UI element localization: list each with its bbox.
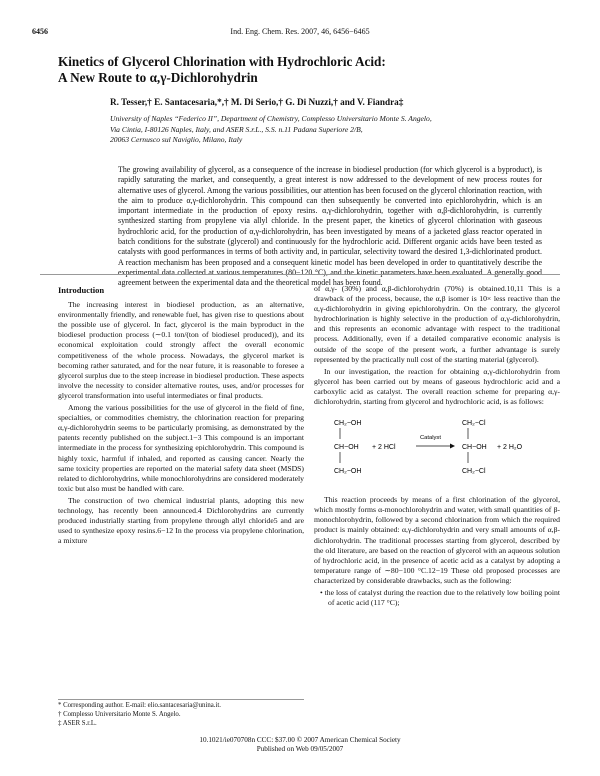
right-column [314,284,560,609]
bullet-item: • the loss of catalyst during the reaction due to the relatively low boiling point of acetic acid (117 °C); [320,587,560,608]
affiliation [110,114,530,146]
affiliation-line: Via Cintia, I-80126 Naples, Italy, and ASER S.r.L., S.S. n.11 Padana Superiore 2/B, [110,124,363,134]
reaction-scheme [314,413,560,489]
footnotes [58,699,304,728]
journal-citation: Ind. Eng. Chem. Res. 2007, 46, 6456−6465 [230,27,370,36]
hcl-reagent: + 2 HCl [372,444,396,452]
affiliation-line: University of Naples “Federico II”, Department of Chemistry, Complesso Universitario Monte S. Angelo, [110,114,432,123]
doi-line: 10.1021/ie070708n CCC: $37.00 © 2007 American Chemical Society [199,736,401,744]
section-heading: Introduction [58,285,105,295]
product-choh: CH−OH [462,444,487,452]
glycerol-ch2oh-top: CH₂−OH [334,420,362,428]
body-paragraph: The increasing interest in biodiesel production, as an alternative, environmentally friendly, and renewable fuel, has given rise to questions about the possible use of glycerol. In fact, glycerol is the main byproduct in the biodiesel production process (∼0.1 ton/(ton of biodiesel produced)), and its economical exploitation could strongly affect the overall economic competitiveness of the whole process. Nowadays, the glycerol market is becoming rather saturated, and for the near future, it is reasonable to foresee a glycerol surplus due to the steep increase in biodiesel production. These aspects involve the necessity to consider alternative routes, uses, and/or processes for glycerol transformation into useful intermediates or final products. [58,300,304,400]
body-paragraph: Among the various possibilities for the use of glycerol in the field of fine, specialties, or commodities chemistry, the chlorination reaction for preparing α,γ-dichlorohydrin seems to be particularly promising, as demonstrated by the patents recently published on the subject.1−3 This compound is an important intermediate in the process for synthesizing epichlorohydrin. This compound is highly toxic, harmful if inhaled, and reported as causing cancer. Nearly the same toxicity properties are reported on the material safety data sheet (MSDS) related to dichlorohydrins, while monochlorohydrins are considered moderately toxic but also must be handled with care. [58,403,304,493]
title-line-1: Kinetics of Glycerol Chlorination with Hydrochloric Acid: [58,54,386,69]
author-list: R. Tesser,† E. Santacesaria,*,† M. Di Serio,† G. Di Nuzzi,† and V. Fiandra‡ [110,97,404,107]
product-ch2cl-bottom: CH₂−Cl [462,468,486,476]
footnote: ‡ ASER S.r.L. [58,719,97,727]
arrow-head [450,444,455,449]
article-title [58,54,538,86]
body-paragraph: The construction of two chemical industrial plants, adopting this new technology, has recently been announced.4 Dichlorohydrins are currently produced industrially starting from propylene through allyl chloride5 and are used to synthesize epoxy resins.6−12 In the process via propylene chlorination, a mixture [58,495,304,546]
product-ch2cl-top: CH₂−Cl [462,420,486,428]
affiliation-line: 20063 Cernusco sul Naviglio, Milano, Italy [110,135,243,144]
glycerol-choh: CH−OH [334,444,359,452]
glycerol-ch2oh-bottom: CH₂−OH [334,468,362,476]
section-divider [40,274,560,275]
footnote: * Corresponding author. E-mail: elio.santacesaria@unina.it. [58,702,221,709]
running-header [32,27,568,39]
catalyst-label: Catalyst [420,435,441,442]
body-paragraph: This reaction proceeds by means of a first chlorination of the glycerol, which mostly forms α-monochlorohydrin and water, with small quantities of β-monochlorohydrin, followed by a second chlorination from which the required product is mainly obtained: α,γ-dichlorohydrin and very small amounts of α,β-dichlorohydrin. The traditional processes starting from glycerol, described by the old literature, are based on the reaction of glycerol with an aqueous solution of hydrochloric acid, in the presence of acetic acid as a catalyst by adopting a temperature range of ∼80−100 °C.12−19 These old proposed processes are characterized by considerable drawbacks, such as the following: [314,495,560,585]
water-product: + 2 H₂O [497,444,523,452]
abstract: The growing availability of glycerol, as a consequence of the increase in biodiesel production (for which glycerol is a byproduct), is rapidly saturating the market, and consequently, a great interest is now addressed to the development of new process routes for alternative uses of glycerol. Among the various possibilities, our attention has been focused on the glycerol chlorination reaction, with the aim to produce α,γ-dichlorohydrin. This compound can then subsequently be converted into epichlorohydrin, which is an important intermediate in the production of epoxy resins. α,γ-dichlorohydrin, together with α,β-dichlorohydrin, is currently synthesized starting from propylene via allyl chloride. In the present paper, the kinetics of glycerol chlorination with gaseous hydrochloric acid, for the production of α,γ-dichlorohydrin, has been investigated by means of a jacketed glass reactor operated in batch conditions for the substrate (glycerol) and continuously for the hydrochloric acid. Different organic acids have been tested as catalysts with good performances in terms of both activity and, in particular, selectivity toward the desired 1,3-dichlorinated product. A reaction mechanism has been proposed and a consequent kinetic model has been developed in order to quantitatively describe the experimental data collected at various temperatures (80−120 °C), and the kinetic parameters have been evaluated. A generally good agreement between the experimental data and the theoretical model has been found. [118,165,542,288]
title-line-2: A New Route to α,γ-Dichlorohydrin [58,70,258,85]
body-paragraph: In our investigation, the reaction for obtaining α,γ-dichlorohydrin from glycerol has been carried out by means of gaseous hydrochloric acid and a carboxylic acid as catalyst. The overall reaction scheme for preparing α,γ-dichlorohydrin, starting from glycerol and hydrochloric acid, is as follows: [314,366,560,407]
footnote: † Complesso Universitario Monte S. Angelo. [58,710,181,718]
left-column [58,285,304,548]
page-footer [0,736,600,755]
page-number: 6456 [32,27,48,36]
reaction-scheme-drawing [332,413,542,489]
published-line: Published on Web 09/05/2007 [256,745,344,754]
body-paragraph: of α,γ- (30%) and α,β-dichlorohydrin (70%) is obtained.10,11 This is a drawback of the process, because, the α,β isomer is 10× less reactive than the α,γ-dichlorohydrin in giving epichlorohydrin. On the contrary, the glycerol hydrochlorination is highly selective in the production of α,γ-dichlorohydrin, and this represents an economic advantage with respect to the traditional process. Additionally, even if a detailed comparative economic analysis is outside of the scope of the present work, a further advantage is surely represented by the practically null cost of the starting material (glycerol). [314,284,560,364]
